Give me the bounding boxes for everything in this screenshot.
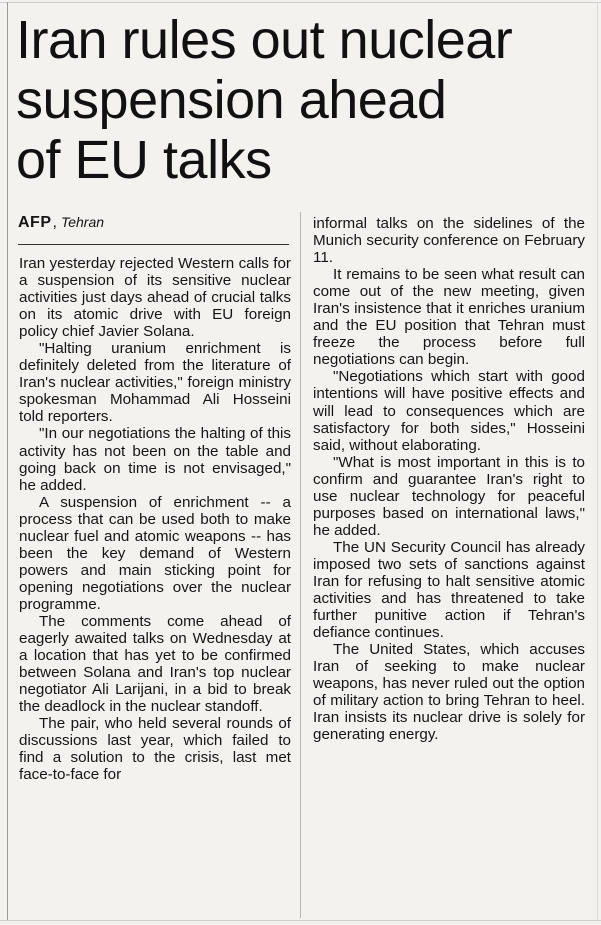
clipping-border-bottom	[0, 920, 601, 921]
paragraph: A suspension of enrichment -- a process that can be used both to make nuclear fuel and atomic weapons -- has been the key demand of Western powers and main sticking point for opening negotiations over the nuclear programme.	[19, 493, 291, 613]
article-column-left	[19, 255, 291, 783]
paragraph: The pair, who held several rounds of discussions last year, which failed to find a solution to the crisis, last met face-to-face for	[19, 715, 291, 784]
headline	[16, 10, 596, 190]
byline-agency: AFP	[18, 214, 52, 231]
byline-location: Tehran	[60, 214, 105, 230]
paragraph: The comments come ahead of eagerly awaited talks on Wednesday at a location that has yet to be confirmed between Solana and Iran's top nuclear negotiator Ali Larijani, in a bid to break the deadlock in the nuclear standoff.	[19, 612, 291, 716]
paragraph: The United States, which accuses Iran of seeking to make nuclear weapons, has never ruled out the option of military action to bring Tehran to heel. Iran insists its nuclear drive is solely for generating energy.	[313, 641, 585, 744]
byline-separator: ,	[52, 214, 57, 231]
clipping-border-left	[7, 2, 8, 920]
headline-line: suspension ahead	[16, 70, 447, 130]
byline-rule	[18, 244, 289, 245]
article-column-right	[313, 215, 585, 743]
clipping-border-right	[597, 2, 598, 920]
paragraph: It remains to be seen what result can come out of the new meeting, given Iran's insistence that it enriches uranium and the EU position that Tehran must freeze the process before full negotiations can begin.	[313, 266, 585, 369]
paragraph: The UN Security Council has already imposed two sets of sanctions against Iran for refusing to halt sensitive atomic activities and has threatened to take further punitive action if Tehran's defiance continues.	[313, 538, 585, 642]
byline	[18, 214, 290, 232]
paragraph: "In our negotiations the halting of this activity has not been on the table and going back on time is not envisaged," he added.	[19, 425, 291, 494]
headline-line: Iran rules out nuclear	[16, 10, 513, 70]
clipping-border-top	[0, 2, 601, 3]
paragraph: informal talks on the sidelines of the Munich security conference on February 11.	[313, 215, 585, 267]
paragraph: "Halting uranium enrichment is definitely deleted from the literature of Iran's nuclear activities," foreign ministry spokesman Mohammad Ali Hosseini told reporters.	[19, 340, 291, 426]
paragraph: "Negotiations which start with good intentions will have positive effects and will lead to consequences which are satisfactory for both sides," Hosseini said, without elaborating.	[313, 368, 585, 454]
paragraph: Iran yesterday rejected Western calls for a suspension of its sensitive nuclear activities just days ahead of crucial talks on its atomic drive with EU foreign policy chief Javier Solana.	[19, 255, 291, 341]
headline-line: of EU talks	[16, 130, 272, 190]
paragraph: "What is most important in this is to confirm and guarantee Iran's right to use nuclear technology for peaceful purposes based on international laws," he added.	[313, 453, 585, 539]
column-divider	[300, 212, 301, 918]
